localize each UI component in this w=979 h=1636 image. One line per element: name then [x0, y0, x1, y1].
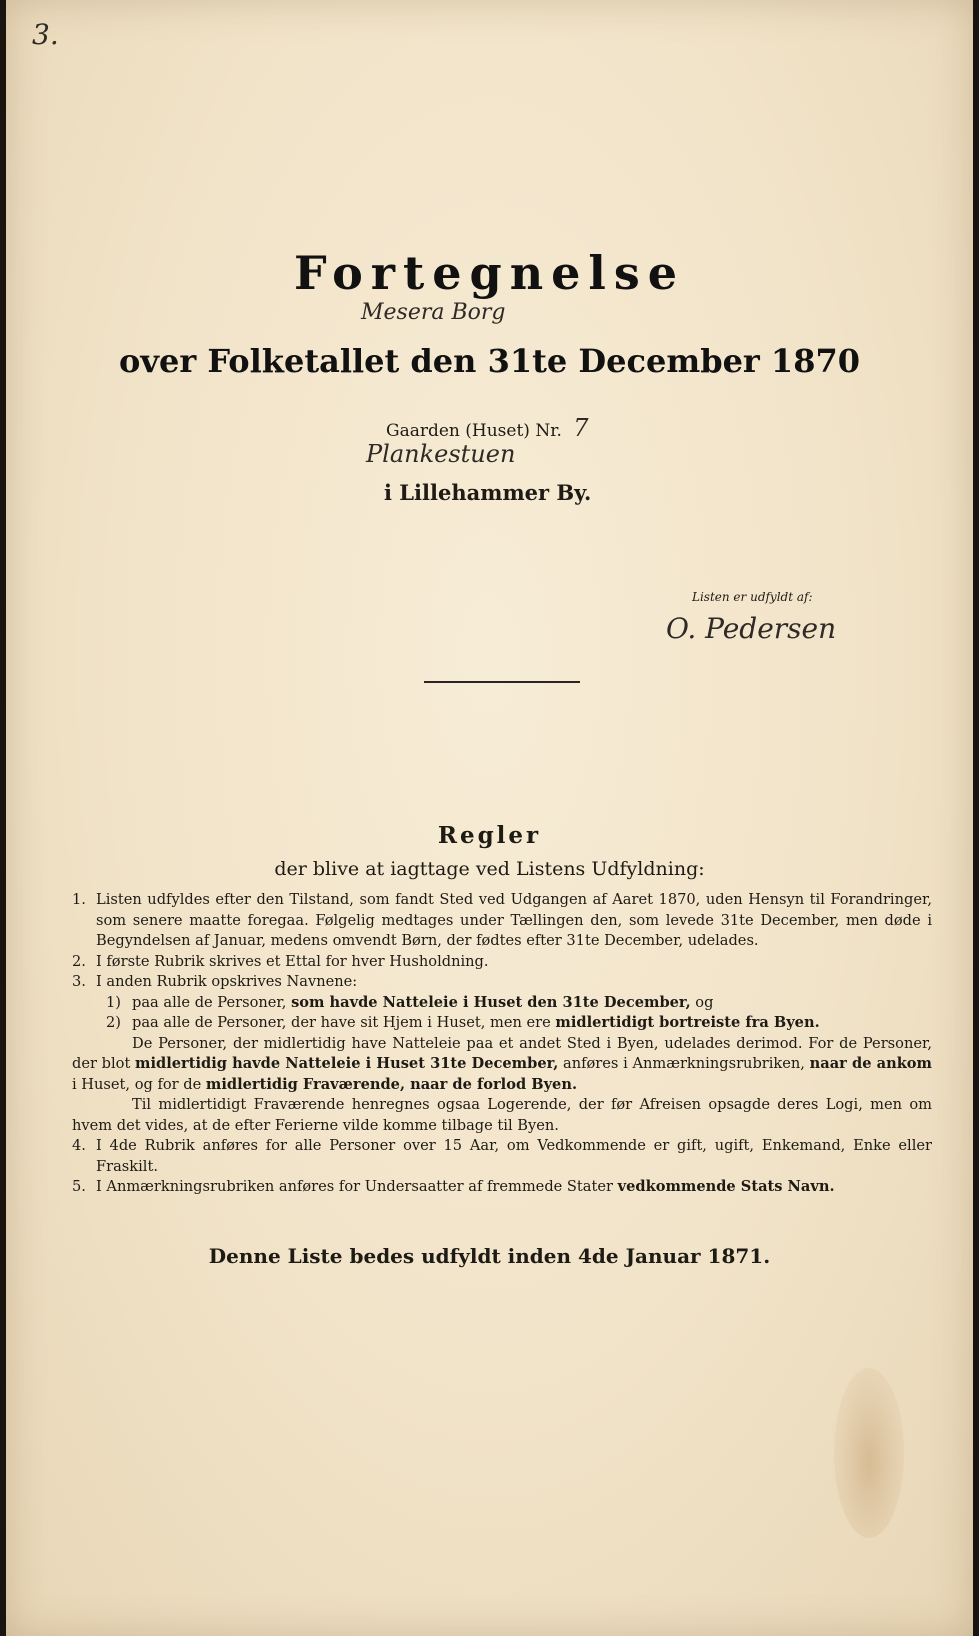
rule-item [72, 972, 932, 993]
paragraph-emphasis: midlertidig havde Natteleie i Huset 31te December, [135, 1055, 559, 1072]
paragraph-text: i Huset, og for de [72, 1075, 206, 1093]
rule-item [72, 1177, 932, 1198]
page-number: 3. [32, 18, 59, 51]
subitem-emphasis: som havde Natteleie i Huset den 31te December, [291, 993, 691, 1011]
signature: O. Pedersen [666, 612, 837, 645]
census-form-sheet [6, 0, 973, 1636]
rule-item [72, 890, 932, 952]
divider-line [424, 681, 580, 683]
subitem-emphasis: midlertidigt bortreiste fra Byen. [555, 1014, 820, 1031]
town-line: i Lillehammer By. [384, 480, 592, 505]
subitem-text-part: paa alle de Personer, [132, 993, 292, 1011]
rule-text: Listen udfyldes efter den Tilstand, som fandt Sted ved Udgangen af Aaret 1870, uden Hensyn til Forandringer, som senere maatte foregaa. Følgelig medtages under Tællingen den, som levede 31te December, men døde i Begyndelsen af Januar, medens omvendt Børn, der fødtes efter 31te December, udelades. [96, 891, 932, 949]
deadline-notice: Denne Liste bedes udfyldt inden 4de Januar 1871. [208, 1244, 771, 1268]
farm-number-row [386, 414, 589, 442]
rule-subitem [72, 993, 932, 1014]
paragraph-text: anføres i Anmærkningsrubriken, [558, 1055, 810, 1072]
water-stain [834, 1368, 904, 1538]
rule-emphasis: vedkommende Stats Navn. [617, 1178, 835, 1195]
rules-list [72, 890, 932, 1198]
subitem-text-part: paa alle de Personer, der have sit Hjem i Huset, men ere [132, 1014, 556, 1031]
subitem-text [132, 993, 713, 1014]
rule-text: I 4de Rubrik anføres for alle Personer over 15 Aar, om Vedkommende er gift, ugift, Enkemand, Enke eller Fraskilt. [96, 1137, 932, 1175]
rule-number: 2. [72, 952, 86, 970]
rule-item [72, 1136, 932, 1177]
farm-number: 7 [573, 414, 589, 442]
rule-text [96, 1177, 932, 1198]
rule-text: I første Rubrik skrives et Ettal for hver Husholdning. [96, 952, 489, 970]
rule-number: 1. [72, 891, 86, 908]
filled-by-label: Listen er udfyldt af: [692, 590, 813, 604]
subitem-number: 2) [106, 1014, 121, 1031]
rule-number: 5. [72, 1178, 86, 1195]
rule-paragraph: Til midlertidigt Fraværende henregnes ogsaa Logerende, der før Afreisen opsagde deres Logi, men om hvem det vides, at de efter Ferierne vilde komme tilbage til Byen. [72, 1096, 932, 1134]
subitem-text [132, 1013, 820, 1034]
rules-intro: der blive at iagttage ved Listens Udfyldning: [274, 858, 705, 880]
handwritten-farm-name: Plankestuen [366, 440, 516, 468]
paragraph-text: De Personer, der midlertidig have Natteleie paa et andet Sted i Byen, udelades derimod. For de Personer, der blot [72, 1034, 932, 1072]
farm-label: Gaarden (Huset) Nr. [386, 421, 562, 441]
rule-number: 4. [72, 1137, 86, 1154]
form-title: Fortegnelse [293, 246, 686, 300]
handwritten-name: Mesera Borg [361, 300, 506, 325]
subitem-text-part: og [690, 993, 714, 1011]
rule-number: 3. [72, 973, 86, 990]
rules-heading: Regler [437, 822, 542, 849]
rule-item [72, 952, 932, 973]
paragraph-emphasis: midlertidig Fraværende, naar de forlod Byen. [205, 1075, 578, 1093]
rule-text: I anden Rubrik opskrives Navnene: [96, 973, 358, 990]
rule-text-part: I Anmærkningsrubriken anføres for Undersaatter af fremmede Stater [96, 1178, 618, 1195]
rule-subitem [72, 1013, 932, 1034]
paragraph-emphasis: naar de ankom [809, 1055, 932, 1072]
form-subtitle: over Folketallet den 31te December 1870 [119, 342, 860, 380]
rule-paragraph [72, 1034, 932, 1096]
subitem-number: 1) [106, 993, 121, 1011]
